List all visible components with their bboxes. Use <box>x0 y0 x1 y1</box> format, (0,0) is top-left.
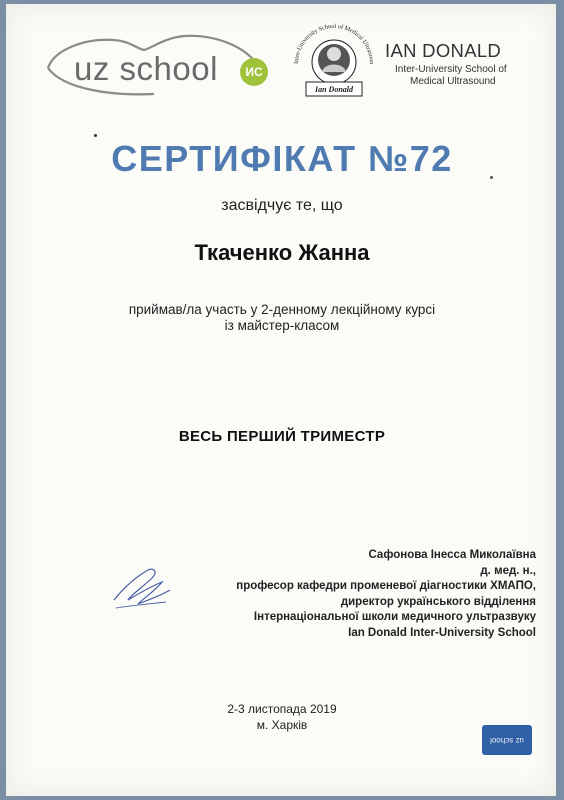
uz-badge: ИС <box>240 58 268 86</box>
ian-donald-subtitle-1: Inter-University School of <box>395 64 507 75</box>
seal-arc-text: Inter-University School of Medical Ultrasoun <box>292 22 376 65</box>
participation-line-1: приймав/ла участь у 2-денному лекційному курсі <box>128 302 436 317</box>
handwritten-signature <box>108 560 178 620</box>
stamp-text: uz school <box>490 736 524 745</box>
certificate-title: СЕРТИФІКАТ №72 <box>111 138 453 179</box>
signatory-name: Сафонова Інесса Миколаївна <box>368 549 536 561</box>
ian-donald-subtitle-2: Medical Ultrasound <box>410 76 496 87</box>
signatory-block <box>236 548 536 641</box>
signatory-degree: д. мед. н., <box>480 564 536 577</box>
certifies-text: засвідчує те, що <box>221 197 343 214</box>
course-name: ВЕСЬ ПЕРШИЙ ТРИМЕСТР <box>178 428 386 445</box>
signatory-position-2: директор українського відділення <box>340 595 536 608</box>
event-date: 2-3 листопада 2019 <box>227 702 337 716</box>
uz-school-stamp <box>482 725 532 755</box>
seal-ribbon: Ian Donald <box>314 85 354 94</box>
signatory-position-4: Ian Donald Inter-University School <box>348 626 536 639</box>
signatory-position-3: Інтернаціональної школи медичного ультразвуку <box>253 611 536 623</box>
print-speck <box>94 134 97 137</box>
ian-donald-seal <box>288 16 380 102</box>
signatory-position-1: професор кафедри променевої діагностики ХМАПО, <box>236 580 536 592</box>
recipient-name: Ткаченко Жанна <box>194 240 370 265</box>
ian-donald-title: IAN DONALD <box>385 40 502 61</box>
uz-school-logo <box>44 30 274 100</box>
event-city: м. Харків <box>256 718 308 732</box>
participation-line-2: із майстер-класом <box>224 318 340 333</box>
uz-school-logo-text: uz school <box>74 50 218 87</box>
certificate-page <box>6 4 556 796</box>
